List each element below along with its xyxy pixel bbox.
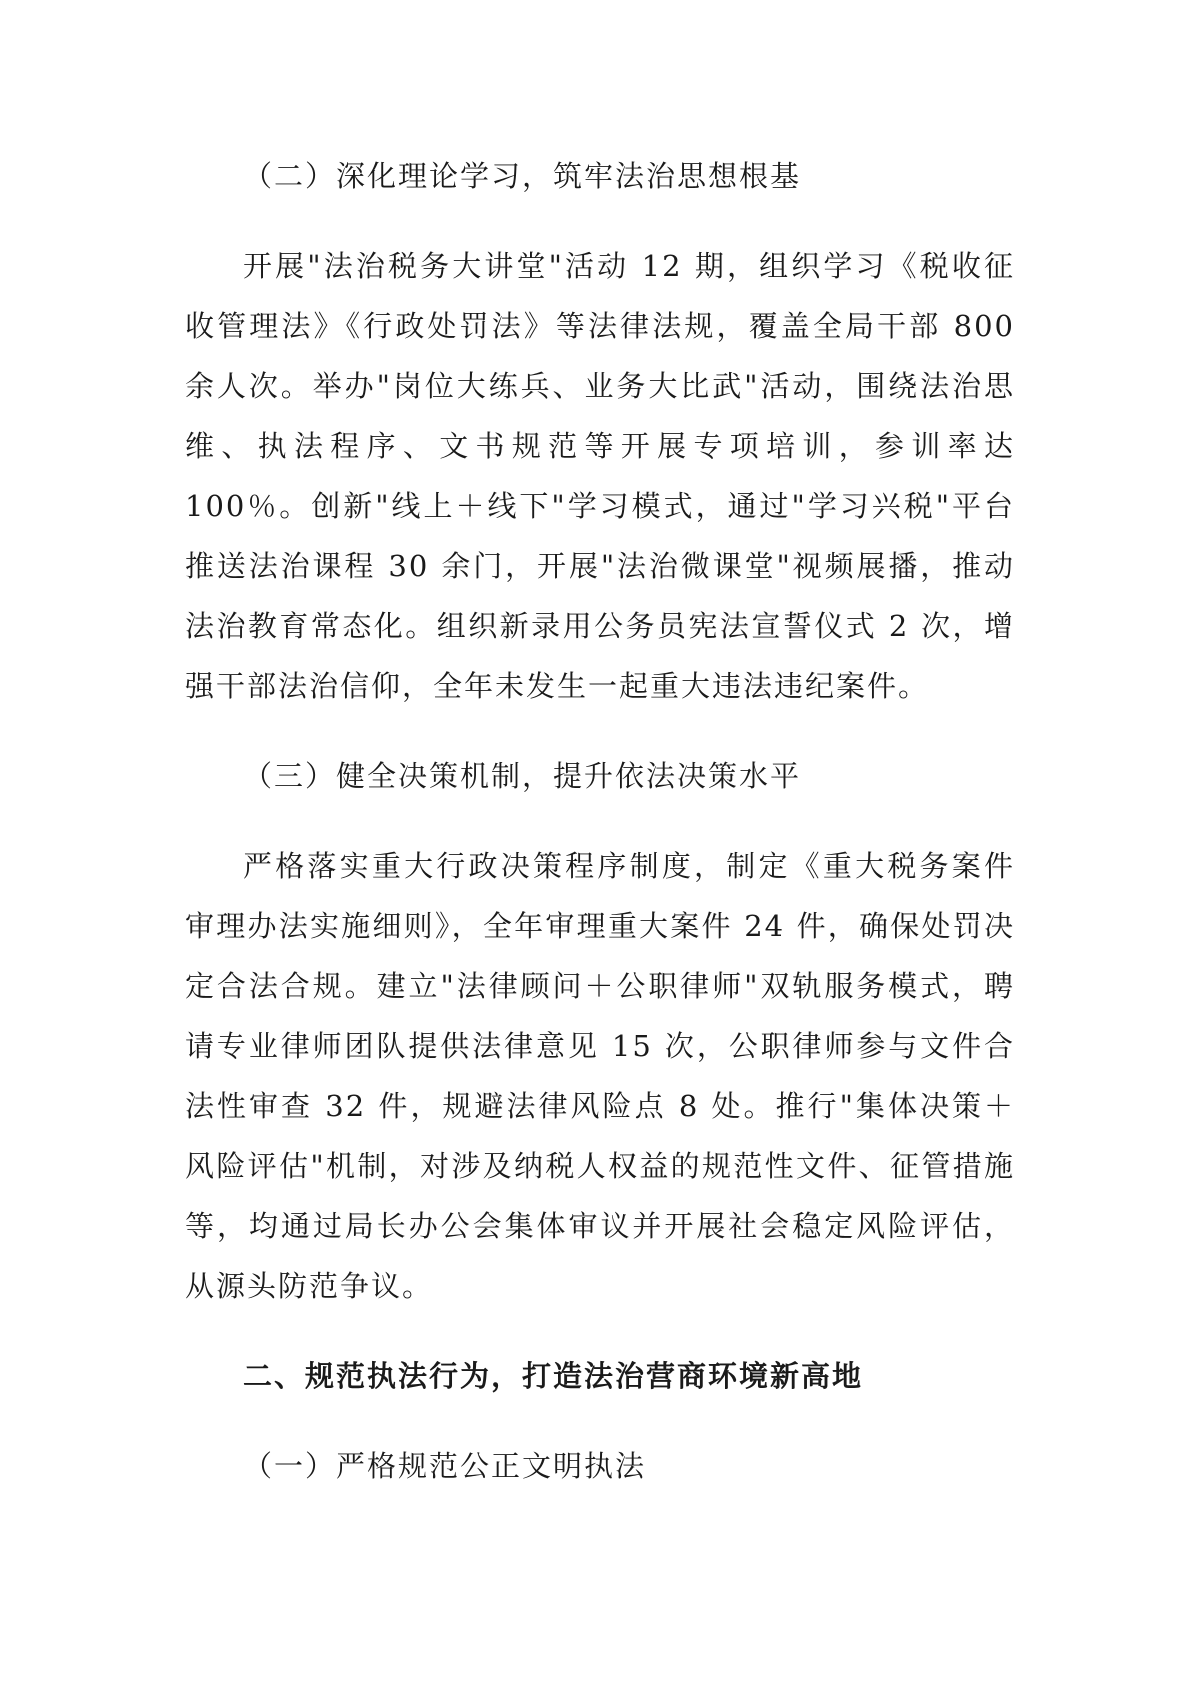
document-body (185, 146, 1015, 1526)
paragraph-theory-study: 开展"法治税务大讲堂"活动 12 期，组织学习《税收征收管理法》《行政处罚法》等法律法规，覆盖全局干部 800 余人次。举办"岗位大练兵、业务大比武"活动，围绕法治思维、执法程序、文书规范等开展专项培训，参训率达 100％。创新"线上＋线下"学习模式，通过"学习兴税"平台推送法治课程 30 余门，开展"法治微课堂"视频展播，推动法治教育常态化。组织新录用公务员宪法宣誓仪式 2 次，增强干部法治信仰，全年未发生一起重大违法违纪案件。 (185, 249, 1015, 703)
section-heading-deepen-theory-study: （二）深化理论学习，筑牢法治思想根基 (243, 159, 802, 193)
section-heading-fair-civilized-enforcement: （一）严格规范公正文明执法 (243, 1449, 647, 1483)
chapter-heading-regulate-enforcement: 二、规范执法行为，打造法治营商环境新高地 (243, 1359, 864, 1393)
paragraph-decision-mechanism: 严格落实重大行政决策程序制度，制定《重大税务案件审理办法实施细则》，全年审理重大案件 24 件，确保处罚决定合法合规。建立"法律顾问＋公职律师"双轨服务模式，聘请专业律师团队提供法律意见 15 次，公职律师参与文件合法性审查 32 件，规避法律风险点 8 处。推行"集体决策＋风险评估"机制，对涉及纳税人权益的规范性文件、征管措施等，均通过局长办公会集体审议并开展社会稳定风险评估，从源头防范争议。 (185, 849, 1015, 1303)
section-heading-decision-mechanism: （三）健全决策机制，提升依法决策水平 (243, 759, 802, 793)
